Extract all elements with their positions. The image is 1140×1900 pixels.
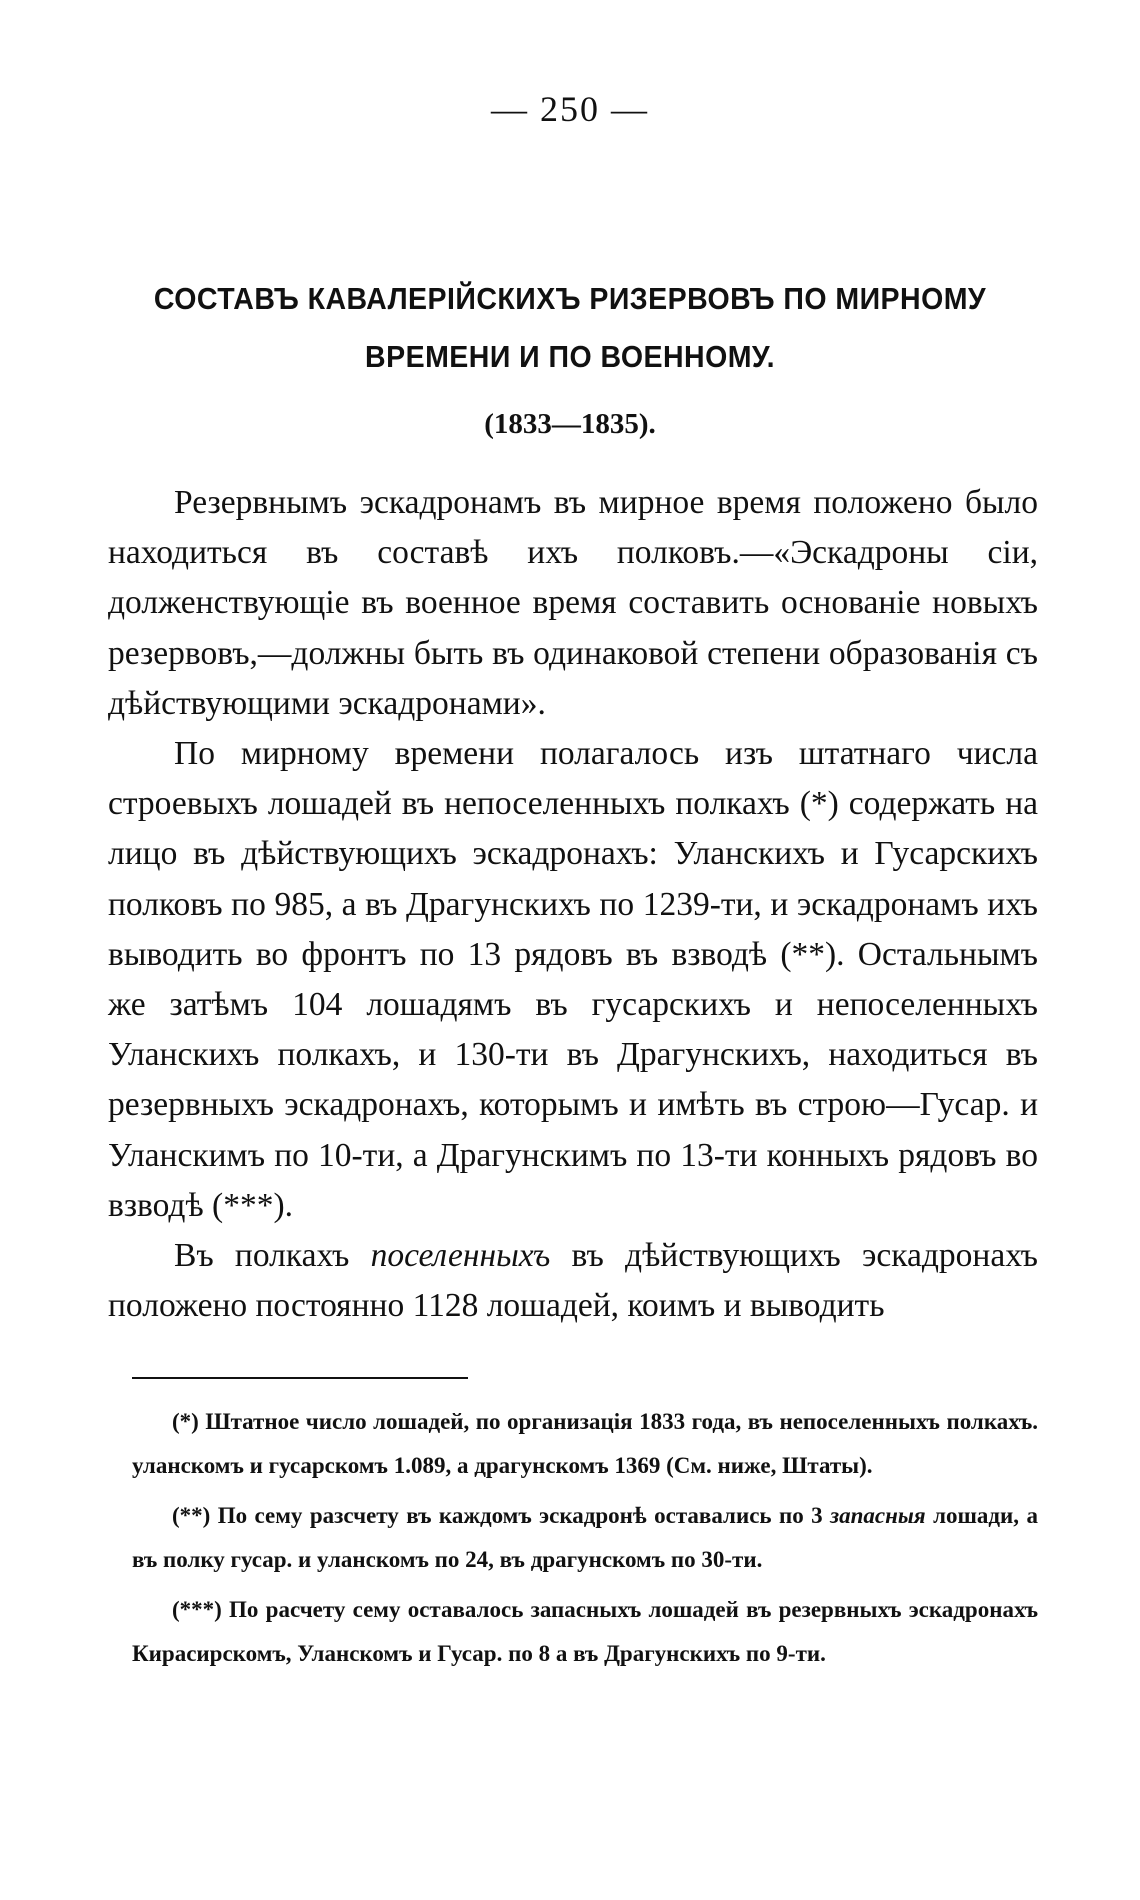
- footnote-2-emphasis: запасныя: [830, 1503, 926, 1528]
- paragraph-3-end: въ дѣйствующихъ эскадронахъ положено постоянно 1128 лошадей, коимъ и выводить: [108, 1237, 1038, 1325]
- footnote-2: [132, 1494, 1038, 1582]
- paragraph-3: [108, 1231, 1038, 1331]
- paragraph-3-emphasis: поселенныхъ: [370, 1237, 551, 1275]
- page-title: СОСТАВЪ КАВАЛЕРІЙСКИХЪ РИЗЕРВОВЪ ПО МИРНОМУ ВРЕМЕНИ И ПО ВОЕННОМУ.: [153, 281, 987, 374]
- footnote-2-end: лошади, а въ полку гусар. и уланскомъ по 24, въ драгунскомъ по 30-ти.: [132, 1503, 1038, 1572]
- page-number: — 250 —: [491, 89, 649, 129]
- footnote-1: (*) Штатное число лошадей, по организація 1833 года, въ непоселенныхъ полкахъ. уланскомъ и гусарскомъ 1.089, а драгунскомъ 1369 (См. ниже, Штаты).: [132, 1409, 1038, 1478]
- body-text: [108, 478, 1038, 1331]
- footnotes: [132, 1400, 1038, 1682]
- footnote-2-start: (**) По сему разсчету въ каждомъ эскадронѣ оставались по 3: [172, 1503, 831, 1528]
- paragraph-2: По мирному времени полагалось изъ штатнаго числа строевыхъ лошадей въ непоселенныхъ полкахъ (*) содержать на лицо въ дѣйствующихъ эскадронахъ: Уланскихъ и Гусарскихъ полковъ по 985, а въ Драгунскихъ по 1239-ти, и эскадронамъ ихъ выводить во фронтъ по 13 рядовъ въ взводѣ (**). Остальнымъ же затѣмъ 104 лошадямъ въ гусарскихъ и непоселенныхъ Уланскихъ полкахъ, и 130-ти въ Драгунскихъ, находиться въ резервныхъ эскадронахъ, которымъ и имѣть въ строю—Гусар. и Уланскимъ по 10-ти, а Драгунскимъ по 13-ти конныхъ рядовъ во взводѣ (***).: [108, 735, 1038, 1224]
- years-subtitle: (1833—1835).: [484, 408, 656, 440]
- footnote-3: (***) По расчету сему оставалось запасныхъ лошадей въ резервныхъ эскадронахъ Кирасирскомъ, Уланскомъ и Гусар. по 8 а въ Драгунскихъ по 9-ти.: [132, 1597, 1038, 1666]
- footnote-divider: [132, 1377, 468, 1379]
- paragraph-1: Резервнымъ эскадронамъ въ мирное время положено было находиться въ составѣ ихъ полковъ.—«Эскадроны сіи, долженствующіе въ военное время составить основаніе новыхъ резервовъ,—должны быть въ одинаковой степени образованія съ дѣйствующими эскадронами».: [108, 484, 1038, 722]
- paragraph-3-start: Въ полкахъ: [174, 1237, 371, 1275]
